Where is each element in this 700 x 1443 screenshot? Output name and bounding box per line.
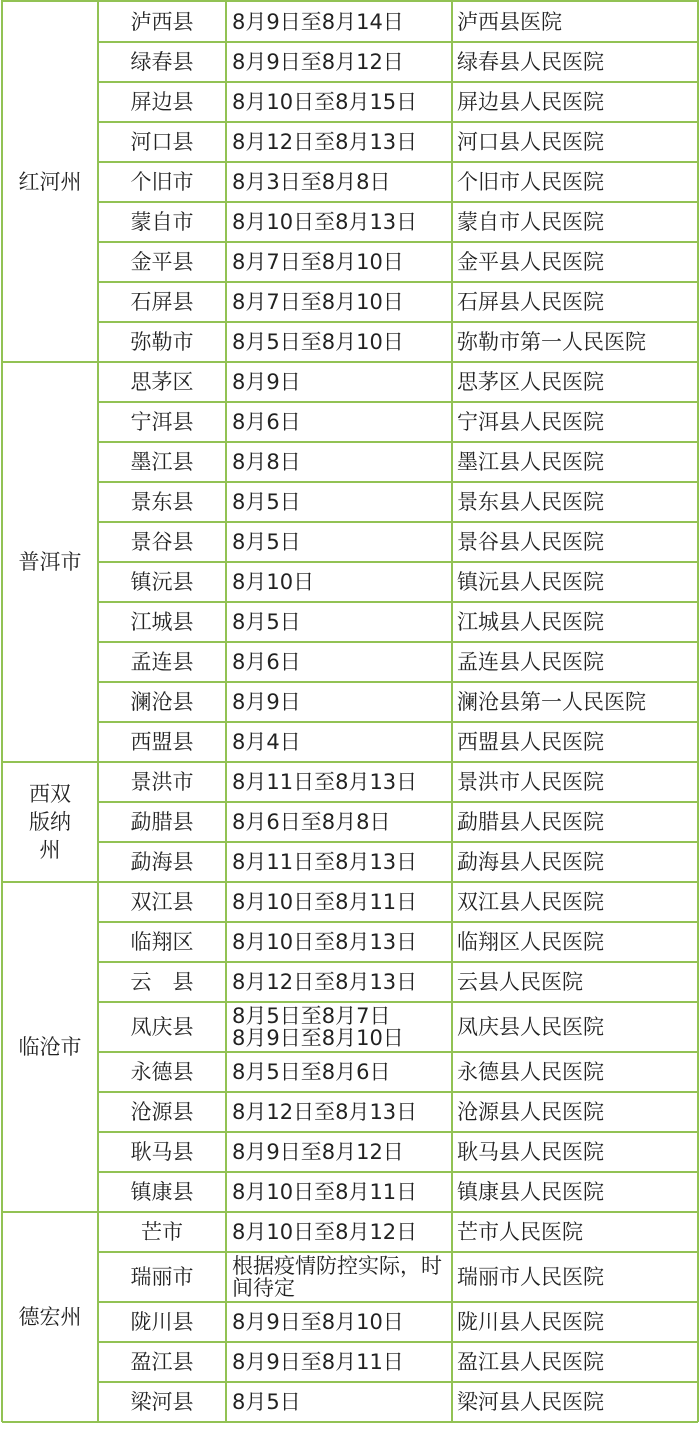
date-cell: 8月3日至8月8日 [232,170,391,194]
county-cell: 弥勒市 [130,330,194,354]
column-divider [97,0,99,1422]
county-cell: 盈江县 [130,1350,194,1374]
column-divider [1,0,3,1422]
date-cell: 8月5日 [232,530,301,554]
county-cell: 墨江县 [130,450,194,474]
county-cell: 个旧市 [130,170,194,194]
hospital-cell: 景谷县人民医院 [457,530,604,554]
county-cell: 孟连县 [130,650,194,674]
hospital-cell: 永德县人民医院 [457,1060,604,1084]
county-cell: 澜沧县 [130,690,194,714]
county-cell: 金平县 [130,250,194,274]
county-cell: 思茅区 [130,370,194,394]
region-cell: 德宏州 [18,1305,82,1329]
hospital-cell: 泸西县医院 [457,10,562,34]
hospital-cell: 临翔区人民医院 [457,930,604,954]
hospital-cell: 金平县人民医院 [457,250,604,274]
date-cell: 8月10日至8月13日 [232,210,418,234]
date-cell: 8月5日 [232,1390,301,1414]
date-cell: 8月9日至8月10日 [232,1310,404,1334]
hospital-cell: 绿春县人民医院 [457,50,604,74]
date-cell: 8月10日至8月12日 [232,1220,418,1244]
date-cell: 8月5日 [232,610,301,634]
date-cell: 根据疫情防控实际，时间待定 [232,1254,442,1300]
date-cell: 8月12日至8月13日 [232,1100,418,1124]
hospital-cell: 沧源县人民医院 [457,1100,604,1124]
hospital-cell: 石屏县人民医院 [457,290,604,314]
date-cell: 8月9日至8月14日 [232,10,404,34]
date-cell: 8月6日至8月8日 [232,810,391,834]
date-cell: 8月11日至8月13日 [232,850,418,874]
date-cell: 8月5日 [232,490,301,514]
hospital-cell: 盈江县人民医院 [457,1350,604,1374]
date-cell: 8月10日至8月11日 [232,890,418,914]
hospital-cell: 勐海县人民医院 [457,850,604,874]
region-cell: 临沧市 [18,1035,82,1059]
date-cell: 8月7日至8月10日 [232,290,404,314]
county-cell: 耿马县 [130,1140,194,1164]
region-cell: 红河州 [18,170,82,194]
county-cell: 芒市 [141,1220,183,1244]
county-cell: 泸西县 [130,10,194,34]
hospital-cell: 思茅区人民医院 [457,370,604,394]
date-cell: 8月9日 [232,690,301,714]
hospital-cell: 蒙自市人民医院 [457,210,604,234]
date-cell: 8月11日至8月13日 [232,770,418,794]
county-cell: 沧源县 [130,1100,194,1124]
date-cell: 8月6日 [232,650,301,674]
hospital-cell: 双江县人民医院 [457,890,604,914]
date-cell: 8月9日至8月12日 [232,50,404,74]
column-divider [225,0,227,1422]
hospital-cell: 澜沧县第一人民医院 [457,690,646,714]
county-cell: 石屏县 [130,290,194,314]
county-cell: 屏边县 [130,90,194,114]
hospital-cell: 宁洱县人民医院 [457,410,604,434]
county-cell: 永德县 [130,1060,194,1084]
hospital-cell: 芒市人民医院 [457,1220,583,1244]
county-cell: 镇沅县 [130,570,194,594]
county-cell: 镇康县 [130,1180,194,1204]
county-cell: 河口县 [130,130,194,154]
region-cell: 西双版纳州 [29,782,71,862]
date-cell: 8月9日至8月11日 [232,1350,404,1374]
hospital-cell: 陇川县人民医院 [457,1310,604,1334]
hospital-cell: 墨江县人民医院 [457,450,604,474]
county-cell: 凤庆县 [130,1015,194,1039]
hospital-cell: 镇沅县人民医院 [457,570,604,594]
date-cell: 8月5日至8月6日 [232,1060,391,1084]
county-cell: 景谷县 [130,530,194,554]
county-cell: 景洪市 [130,770,194,794]
column-divider [451,0,453,1422]
date-cell: 8月12日至8月13日 [232,970,418,994]
date-cell: 8月8日 [232,450,301,474]
row-divider [2,0,698,2]
hospital-cell: 屏边县人民医院 [457,90,604,114]
hospital-cell: 西盟县人民医院 [457,730,604,754]
region-cell: 普洱市 [18,550,82,574]
hospital-cell: 弥勒市第一人民医院 [457,330,646,354]
county-cell: 宁洱县 [130,410,194,434]
county-cell: 临翔区 [130,930,194,954]
date-cell: 8月10日至8月11日 [232,1180,418,1204]
date-cell: 8月9日 [232,370,301,394]
county-cell: 蒙自市 [130,210,194,234]
hospital-cell: 瑞丽市人民医院 [457,1265,604,1289]
hospital-cell: 孟连县人民医院 [457,650,604,674]
county-cell: 勐腊县 [130,810,194,834]
date-cell: 8月7日至8月10日 [232,250,404,274]
date-cell: 8月10日至8月15日 [232,90,418,114]
county-cell: 瑞丽市 [130,1265,194,1289]
column-divider [697,0,699,1422]
hospital-cell: 景东县人民医院 [457,490,604,514]
date-cell: 8月5日至8月10日 [232,330,404,354]
county-cell: 江城县 [130,610,194,634]
hospital-cell: 凤庆县人民医院 [457,1015,604,1039]
hospital-cell: 个旧市人民医院 [457,170,604,194]
date-cell: 8月10日至8月13日 [232,930,418,954]
county-cell: 景东县 [130,490,194,514]
hospital-cell: 镇康县人民医院 [457,1180,604,1204]
date-cell: 8月5日至8月7日 8月9日至8月10日 [232,1004,404,1050]
date-cell: 8月10日 [232,570,315,594]
date-cell: 8月6日 [232,410,301,434]
hospital-cell: 江城县人民医院 [457,610,604,634]
date-cell: 8月9日至8月12日 [232,1140,404,1164]
row-divider [2,1421,698,1423]
hospital-cell: 耿马县人民医院 [457,1140,604,1164]
hospital-cell: 云县人民医院 [457,970,583,994]
county-cell: 云 县 [130,970,194,994]
county-cell: 绿春县 [130,50,194,74]
date-cell: 8月4日 [232,730,301,754]
date-cell: 8月12日至8月13日 [232,130,418,154]
county-cell: 陇川县 [130,1310,194,1334]
county-cell: 双江县 [130,890,194,914]
hospital-cell: 景洪市人民医院 [457,770,604,794]
hospital-cell: 勐腊县人民医院 [457,810,604,834]
hospital-cell: 河口县人民医院 [457,130,604,154]
hospital-cell: 梁河县人民医院 [457,1390,604,1414]
county-cell: 梁河县 [130,1390,194,1414]
county-cell: 勐海县 [130,850,194,874]
county-cell: 西盟县 [130,730,194,754]
